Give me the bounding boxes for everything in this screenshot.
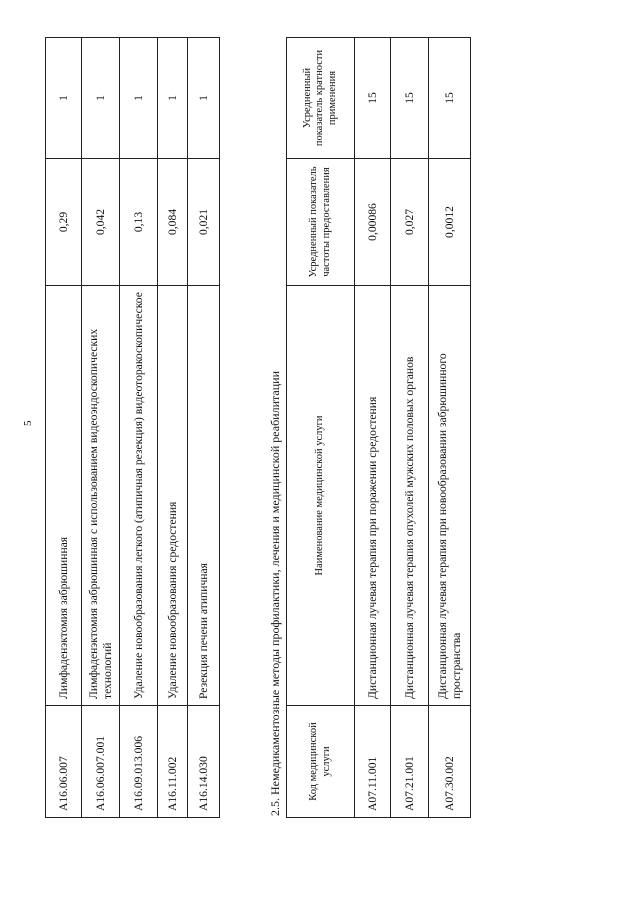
table-row [355, 38, 391, 818]
table-row [120, 38, 158, 818]
service-code: A16.11.002 [158, 706, 188, 818]
service-code: A07.11.001 [355, 706, 391, 818]
service-name: Удаление новообразования средостения [158, 286, 188, 706]
service-code: A07.21.001 [391, 706, 429, 818]
table-row [82, 38, 120, 818]
frequency-value: 0,021 [188, 159, 220, 286]
multiplicity-value: 15 [429, 38, 471, 159]
multiplicity-value: 1 [120, 38, 158, 159]
page-number: 5 [22, 420, 34, 426]
service-code: A16.06.007 [46, 706, 82, 818]
frequency-value: 0,0012 [429, 159, 471, 286]
frequency-value: 0,13 [120, 159, 158, 286]
service-code: A16.09.013.006 [120, 706, 158, 818]
multiplicity-value: 1 [46, 38, 82, 159]
services-table-continued [45, 37, 220, 818]
service-code: A16.06.007.001 [82, 706, 120, 818]
service-name: Лимфаденэктомия забрюшинная с использованием видеоэндоскопических технологий [82, 286, 120, 706]
service-name: Лимфаденэктомия забрюшинная [46, 286, 82, 706]
table-row [391, 38, 429, 818]
service-name: Дистанционная лучевая терапия при поражении средостения [355, 286, 391, 706]
multiplicity-value: 1 [158, 38, 188, 159]
service-name: Дистанционная лучевая терапия при новообразовании забрюшинного пространства [429, 286, 471, 706]
frequency-value: 0,042 [82, 159, 120, 286]
service-name: Удаление новообразования легкого (атипичная резекция) видеоторакоскопическое [120, 286, 158, 706]
header-name: Наименование медицинской услуги [287, 286, 355, 706]
frequency-value: 0,00086 [355, 159, 391, 286]
table-row [46, 38, 82, 818]
service-code: A07.30.002 [429, 706, 471, 818]
multiplicity-value: 15 [355, 38, 391, 159]
table-header-row [287, 38, 355, 818]
service-code: A16.14.030 [188, 706, 220, 818]
multiplicity-value: 1 [188, 38, 220, 159]
header-multiplicity: Усредненный показатель кратности применения [287, 38, 355, 159]
header-frequency: Усредненный показатель частоты предоставления [287, 159, 355, 286]
non-drug-methods-section [266, 37, 471, 818]
service-name: Резекция печени атипичная [188, 286, 220, 706]
table-row [158, 38, 188, 818]
table-row [188, 38, 220, 818]
multiplicity-value: 15 [391, 38, 429, 159]
frequency-value: 0,084 [158, 159, 188, 286]
multiplicity-value: 1 [82, 38, 120, 159]
service-name: Дистанционная лучевая терапия опухолей мужских половых органов [391, 286, 429, 706]
header-code: Код медицинской услуги [287, 706, 355, 818]
section-caption: 2.5. Немедикаментозные методы профилактики, лечения и медицинской реабилитации [268, 371, 282, 816]
frequency-value: 0,027 [391, 159, 429, 286]
frequency-value: 0,29 [46, 159, 82, 286]
table-row [429, 38, 471, 818]
